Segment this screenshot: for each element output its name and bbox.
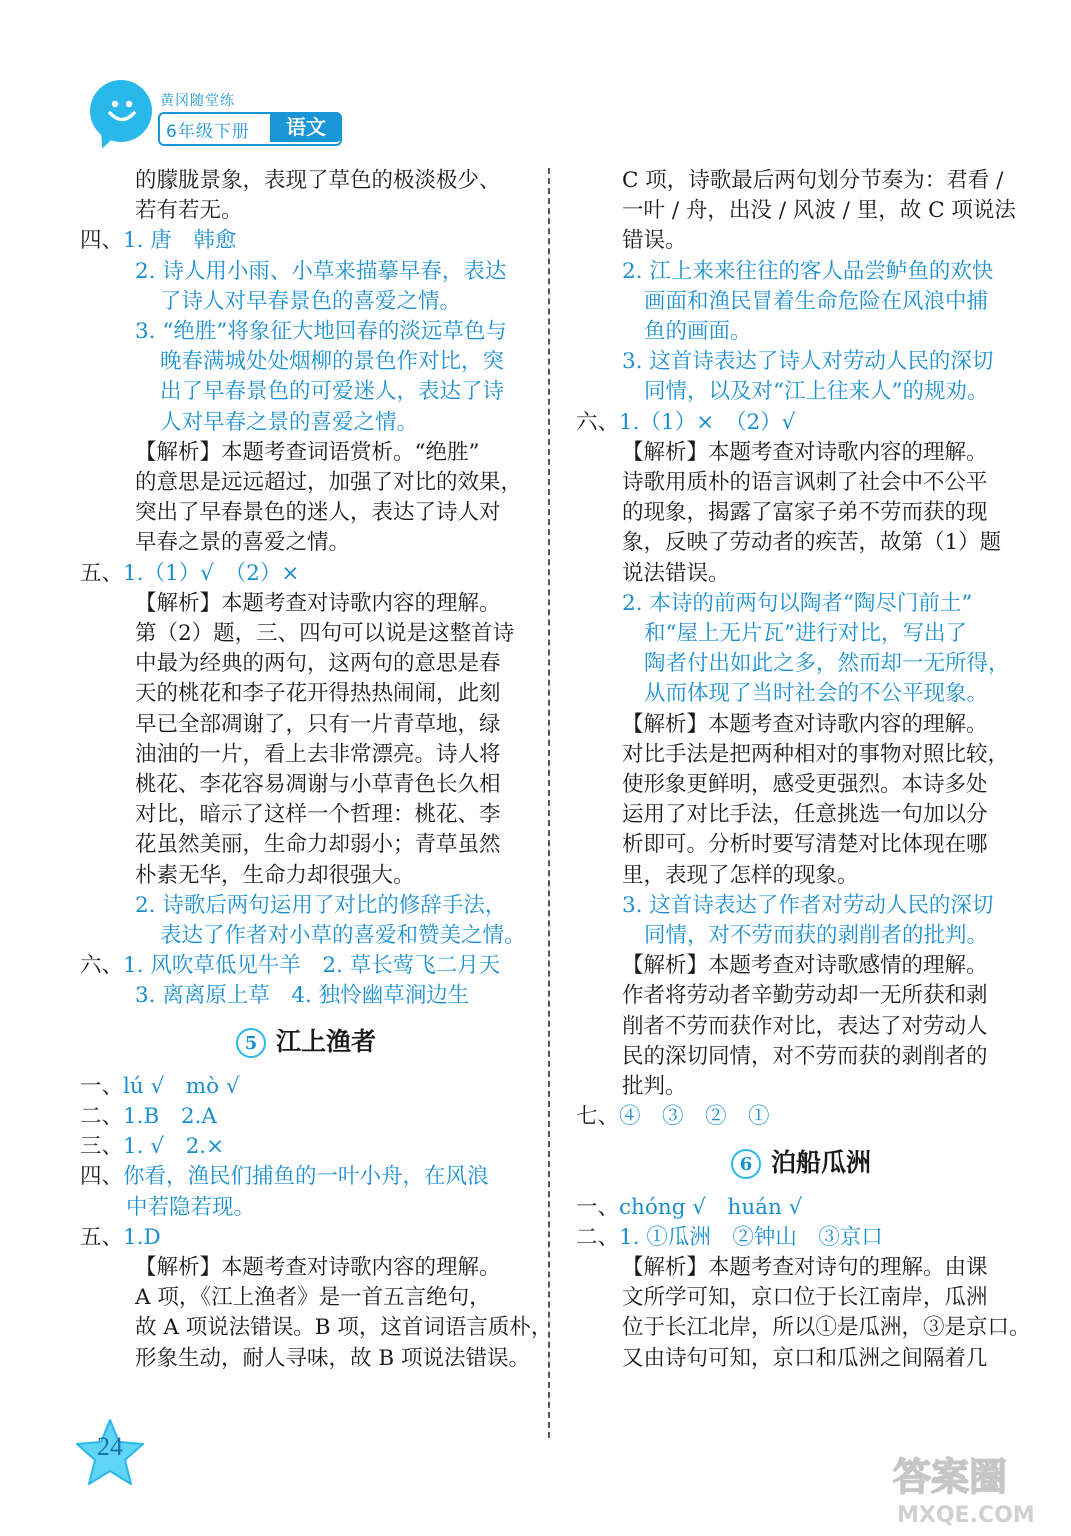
question-number: 二、 <box>576 1224 620 1250</box>
brand-name: 黄冈随堂练 <box>160 93 235 109</box>
answer-line: 早已全部凋谢了，只有一片青草地，绿 <box>135 711 501 737</box>
answer-text: 1. 风吹草低见牛羊 2. 草长莺飞二月天 <box>123 953 501 979</box>
answer-line: 位于长江北岸，所以①是瓜洲，③是京口。 <box>622 1315 1031 1341</box>
answer-line <box>80 1162 532 1192</box>
answer-line: 说法错误。 <box>622 560 730 586</box>
answer-line: 第（2）题，三、四句可以说是这整首诗 <box>135 621 515 647</box>
answer-line: 陶者付出如此之多，然而却一无所得， <box>644 651 1010 677</box>
answer-line: 【解析】本题考查对诗歌内容的理解。 <box>135 1254 501 1280</box>
answer-line: 形象生动，耐人寻味，故 B 项说法错误。 <box>135 1345 530 1371</box>
answer-text: chóng √ huán √ <box>619 1194 803 1220</box>
answer-line: 朴素无华，生命力却很强大。 <box>135 862 415 888</box>
question-number: 三、 <box>80 1134 124 1160</box>
book-header <box>90 80 350 160</box>
answer-line: 【解析】本题考查词语赏析。“绝胜” <box>135 439 480 465</box>
answer-text: 1.（1）√ （2）× <box>123 560 300 586</box>
answer-line: 若有若无。 <box>135 198 243 224</box>
answer-line: 3. 这首诗表达了作者对劳动人民的深切 <box>622 892 994 918</box>
column-divider <box>548 168 550 1438</box>
left-answer-lines <box>80 166 532 1012</box>
right-answer-lines <box>576 166 1026 1133</box>
page-number: 24 <box>97 1432 123 1461</box>
answer-text: ④ ③ ② ① <box>619 1104 770 1130</box>
subject-label: 语文 <box>270 112 342 142</box>
answer-line <box>80 1132 532 1162</box>
answer-line: 2. 本诗的前两句以陶者“陶尽门前土” <box>622 590 973 616</box>
answer-line: 又由诗句可知，京口和瓜洲之间隔着几 <box>622 1345 988 1371</box>
answer-line: 民的深切同情，对不劳而获的剥削者的 <box>622 1043 988 1069</box>
answer-line: 的现象，揭露了富家子弟不劳而获的现 <box>622 500 988 526</box>
answer-line <box>80 226 532 256</box>
answer-line: 2. 江上来来往往的客人品尝鲈鱼的欢快 <box>622 258 994 284</box>
answer-line: 【解析】本题考查对诗歌内容的理解。 <box>135 590 501 616</box>
answer-line <box>80 1223 532 1253</box>
answer-line <box>80 1072 532 1102</box>
question-number: 六、 <box>80 953 124 979</box>
answer-text: 1. √ 2.× <box>123 1134 225 1160</box>
answer-line: 文所学可知，京口位于长江南岸，瓜洲 <box>622 1285 988 1311</box>
answer-line <box>576 1102 1026 1132</box>
answer-line: 对比手法是把两种相对的事物对照比较， <box>622 741 1010 767</box>
section-6-title <box>576 1147 1026 1179</box>
answer-line <box>576 1223 1026 1253</box>
section-6-lines <box>576 1193 1031 1374</box>
answer-line <box>80 559 532 589</box>
section-5-lines <box>80 1072 553 1374</box>
answer-line: 和“屋上无片瓦”进行对比，写出了 <box>644 621 967 647</box>
answer-line: A 项，《江上渔者》是一首五言绝句， <box>135 1285 491 1311</box>
answer-line: C 项，诗歌最后两句划分节奏为：君看 / <box>622 168 1004 193</box>
answer-line: 鱼的画面。 <box>644 319 752 345</box>
answer-line: 从而体现了当时社会的不公平现象。 <box>644 681 989 707</box>
answer-line: 使形象更鲜明，感受更强烈。本诗多处 <box>622 772 988 798</box>
answer-line: 【解析】本题考查对诗句的理解。由课 <box>622 1254 988 1280</box>
answer-text: 1.（1）× （2）√ <box>619 409 796 435</box>
section-5-badge: 5 <box>236 1028 266 1058</box>
answer-text: 你看，渔民们捕鱼的一叶小舟，在风浪 <box>123 1164 489 1190</box>
answer-line: 了诗人对早春景色的喜爱之情。 <box>160 288 462 314</box>
answer-line: 油油的一片，看上去非常漂亮。诗人将 <box>135 741 501 767</box>
question-number: 二、 <box>80 1103 124 1129</box>
answer-line: 出了早春景色的可爱迷人，表达了诗 <box>160 379 505 405</box>
question-number: 一、 <box>576 1194 620 1220</box>
answer-line: 花虽然美丽，生命力却弱小；青草虽然 <box>135 832 501 858</box>
answer-line: 2. 诗人用小雨、小草来描摹早春，表达 <box>135 258 507 284</box>
answer-line: 2. 诗歌后两句运用了对比的修辞手法， <box>135 892 507 918</box>
answer-line: 错误。 <box>622 228 687 254</box>
answer-line: 中若隐若现。 <box>126 1194 256 1220</box>
answer-line: 象，反映了劳动者的疾苦，故第（1）题 <box>622 530 1002 556</box>
left-column <box>80 166 553 1374</box>
answer-line <box>576 1193 1026 1223</box>
question-number: 五、 <box>80 560 124 586</box>
section-6-badge: 6 <box>731 1149 761 1179</box>
right-column <box>576 166 1031 1374</box>
answer-text: 1.D <box>123 1224 161 1250</box>
answer-line: 故 A 项说法错误。B 项，这首词语言质朴， <box>135 1315 553 1341</box>
answer-line: 的朦胧景象，表现了草色的极淡极少、 <box>135 168 501 193</box>
question-number: 五、 <box>80 1224 124 1250</box>
answer-line <box>80 1102 532 1132</box>
answer-line: 诗歌用质朴的语言讽刺了社会中不公平 <box>622 470 988 496</box>
answer-text: 1.B 2.A <box>123 1103 217 1129</box>
answer-line: 析即可。分析时要写清楚对比体现在哪 <box>622 832 988 858</box>
question-number: 七、 <box>576 1104 620 1130</box>
answer-line: 桃花、李花容易凋谢与小草青色长久相 <box>135 772 501 798</box>
answer-line: 同情，对不劳而获的剥削者的批判。 <box>644 923 989 949</box>
watermark-logo <box>883 1444 1053 1530</box>
section-5-name: 江上渔者 <box>275 1026 376 1056</box>
answer-line: 一叶 / 舟，出没 / 风波 / 里，故 C 项说法 <box>622 198 1016 224</box>
answer-line: 3. 离离原上草 4. 独怜幽草涧边生 <box>135 983 470 1009</box>
watermark-domain: MXQE.COM <box>897 1503 1035 1528</box>
answer-text: 1. ①瓜洲 ②钟山 ③京口 <box>619 1224 883 1250</box>
answer-line: 画面和渔民冒着生命危险在风浪中捕 <box>644 288 989 314</box>
question-number: 四、 <box>80 228 124 254</box>
grade-box <box>158 112 342 146</box>
answer-line: 3. 这首诗表达了诗人对劳动人民的深切 <box>622 349 994 375</box>
answer-line: 突出了早春景色的迷人，表达了诗人对 <box>135 500 501 526</box>
answer-line: 批判。 <box>622 1074 687 1100</box>
section-6-name: 泊船瓜洲 <box>770 1147 871 1177</box>
answer-line: 中最为经典的两句，这两句的意思是春 <box>135 651 501 677</box>
answer-line: 【解析】本题考查对诗歌内容的理解。 <box>622 711 988 737</box>
answer-line <box>576 408 1026 438</box>
watermark-text: 答案圈 <box>893 1455 1008 1499</box>
answer-line: 3. “绝胜”将象征大地回春的淡远草色与 <box>135 319 507 345</box>
answer-line: 削者不劳而获作对比，表达了对劳动人 <box>622 1013 988 1039</box>
answer-line: 的意思是远远超过，加强了对比的效果， <box>135 470 523 496</box>
answer-line: 天的桃花和李子花开得热热闹闹，此刻 <box>135 681 501 707</box>
answer-line: 【解析】本题考查对诗歌感情的理解。 <box>622 953 988 979</box>
question-number: 四、 <box>80 1164 124 1190</box>
answer-line: 人对早春之景的喜爱之情。 <box>160 409 419 435</box>
grade-label: 6年级下册 <box>166 122 250 142</box>
answer-line: 晚春满城处处烟柳的景色作对比，突 <box>160 349 505 375</box>
section-5-title <box>80 1026 532 1058</box>
answer-line: 【解析】本题考查对诗歌内容的理解。 <box>622 439 988 465</box>
answer-line: 同情，以及对“江上往来人”的规劝。 <box>644 379 989 405</box>
answer-line: 里，表现了怎样的现象。 <box>622 862 859 888</box>
question-number: 六、 <box>576 409 620 435</box>
answer-line: 早春之景的喜爱之情。 <box>135 530 351 556</box>
answer-text: 1. 唐 韩愈 <box>123 228 237 254</box>
answer-line: 运用了对比手法，任意挑选一句加以分 <box>622 802 988 828</box>
answer-line: 表达了作者对小草的喜爱和赞美之情。 <box>160 923 526 949</box>
question-number: 一、 <box>80 1073 124 1099</box>
answer-line: 作者将劳动者辛勤劳动却一无所获和剥 <box>622 983 988 1009</box>
answer-line <box>80 951 532 981</box>
answer-line: 对比，暗示了这样一个哲理：桃花、李 <box>135 802 501 828</box>
smiley-face-icon <box>100 88 144 132</box>
answer-text: lú √ mò √ <box>123 1073 240 1099</box>
